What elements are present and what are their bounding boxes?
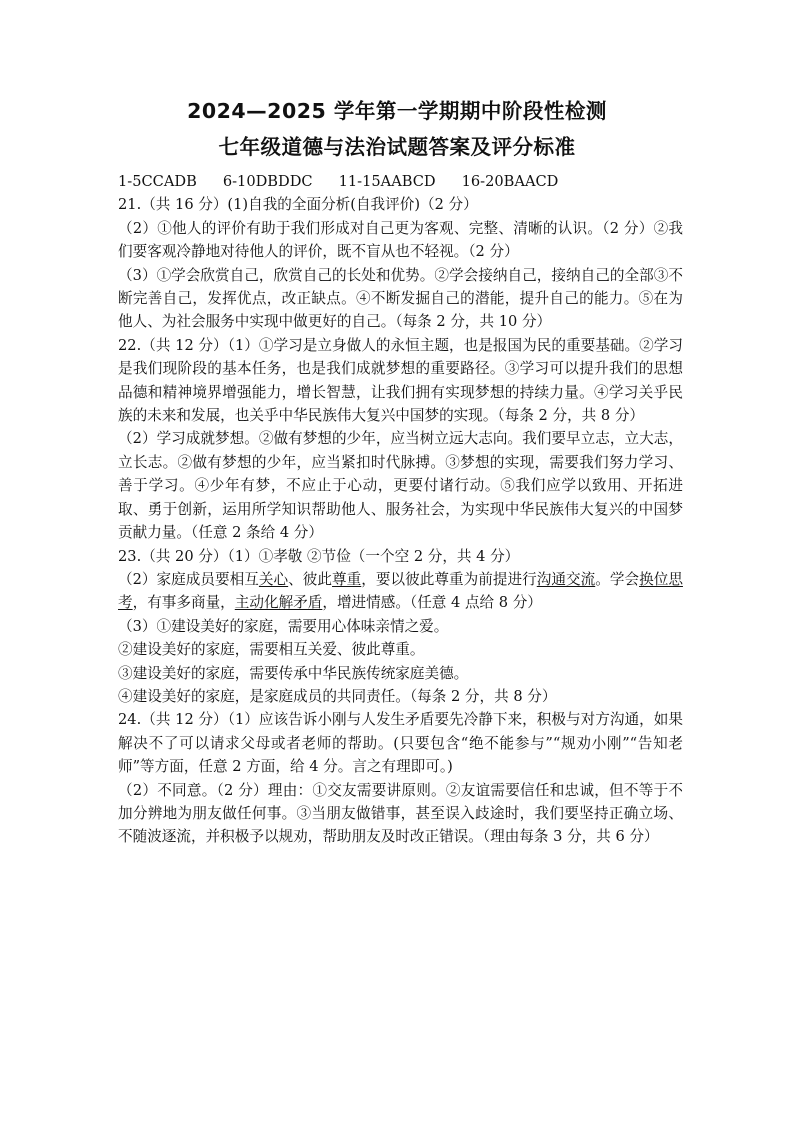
underlined-keyword: 主动化解矛盾 <box>234 594 323 612</box>
page-title: 2024—2025 学年第一学期期中阶段性检测 <box>187 99 607 123</box>
q23-part1: 23.（共 20 分）（1）①孝敬 ②节俭（一个空 2 分，共 4 分） <box>118 547 520 565</box>
answer-content <box>118 170 683 849</box>
underlined-keyword: 尊重 <box>332 570 362 588</box>
choice-answers <box>118 170 683 193</box>
choice-answer-16-20: 16-20BAACD <box>461 173 559 190</box>
underlined-keyword: 沟通交流 <box>536 570 596 588</box>
q23-text: ，要以彼此尊重为前提进行 <box>361 570 537 588</box>
q21-part2: （2）①他人的评价有助于我们形成对自己更为客观、完整、清晰的认识。（2 分）②我们要客观冷静地对待他人的评价，既不盲从也不轻视。（2 分） <box>118 219 683 261</box>
choice-answer-6-10: 6-10DBDDC <box>222 173 313 190</box>
choice-answer-1-5: 1-5CCADB <box>118 173 197 190</box>
q23-text: （2）家庭成员要相互 <box>118 570 259 588</box>
q23-part3-line4: ④建设美好的家庭，是家庭成员的共同责任。（每条 2 分，共 8 分） <box>118 687 557 705</box>
underlined-keyword: 关心 <box>258 570 289 588</box>
page-subtitle: 七年级道德与法治试题答案及评分标准 <box>218 135 576 159</box>
q23-text: 、彼此 <box>288 570 333 588</box>
q21-part3: （3）①学会欣赏自己，欣赏自己的长处和优势。②学会接纳自己，接纳自己的全部③不断完善自己，发挥优点，改正缺点。④不断发掘自己的潜能，提升自己的能力。⑤在为他人、为社会服务中实现中做更好的自己。（每条 2 分，共 10 分） <box>118 266 683 331</box>
q24-part2: （2）不同意。（2 分）理由：①交友需要讲原则。②友谊需要信任和忠诚，但不等于不加分辨地为朋友做任何事。③当朋友做错事，甚至误入歧途时，我们要坚持正确立场、不随波逐流，并积极予以规劝，帮助朋友及时改正错误。（理由每条 3 分，共 6 分） <box>118 781 683 846</box>
q23-text: ，增进情感。（任意 4 点给 8 分） <box>322 594 542 612</box>
q23-text: 。学会 <box>595 570 640 588</box>
underlined-keyword: 换位思考 <box>118 570 683 612</box>
q21-part1: 21.（共 16 分）(1)自我的全面分析(自我评价)（2 分） <box>118 196 478 214</box>
q23-part2 <box>118 568 683 615</box>
choice-answer-11-15: 11-15AABCD <box>338 173 436 190</box>
q23-part3-line2: ②建设美好的家庭，需要相互关爱、彼此尊重。 <box>118 641 425 659</box>
q22-part2: （2）学习成就梦想。②做有梦想的少年，应当树立远大志向。我们要早立志，立大志，立长志。②做有梦想的少年，应当紧扣时代脉搏。③梦想的实现，需要我们努力学习、善于学习。④少年有梦，不应止于心动，更要付诸行动。⑤我们应学以致用、开拓进取、勇于创新，运用所学知识帮助他人、服务社会，为实现中华民族伟大复兴的中国梦贡献力量。（任意 2 条给 4 分） <box>118 430 683 542</box>
q23-part3-line1: （3）①建设美好的家庭，需要用心体味亲情之爱。 <box>118 617 449 635</box>
q23-text: ，有事多商量， <box>132 594 235 612</box>
q22-part1: 22.（共 12 分）（1）①学习是立身做人的永恒主题，也是报国为民的重要基础。②学习是我们现阶段的基本任务，也是我们成就梦想的重要路径。③学习可以提升我们的思想品德和精神境界增强能力，增长智慧，让我们拥有实现梦想的持续力量。④学习关乎民族的未来和发展，也关乎中华民族伟大复兴中国梦的实现。（每条 2 分，共 8 分） <box>118 336 683 425</box>
q23-part3-line3: ③建设美好的家庭，需要传承中华民族传统家庭美德。 <box>118 664 469 682</box>
q24-part1: 24.（共 12 分）（1）应该告诉小刚与人发生矛盾要先冷静下来，积极与对方沟通，如果解决不了可以请求父母或者老师的帮助。(只要包含“绝不能参与”“规劝小刚”“告知老师”等方面，任意 2 方面，给 4 分。言之有理即可。) <box>118 711 683 776</box>
